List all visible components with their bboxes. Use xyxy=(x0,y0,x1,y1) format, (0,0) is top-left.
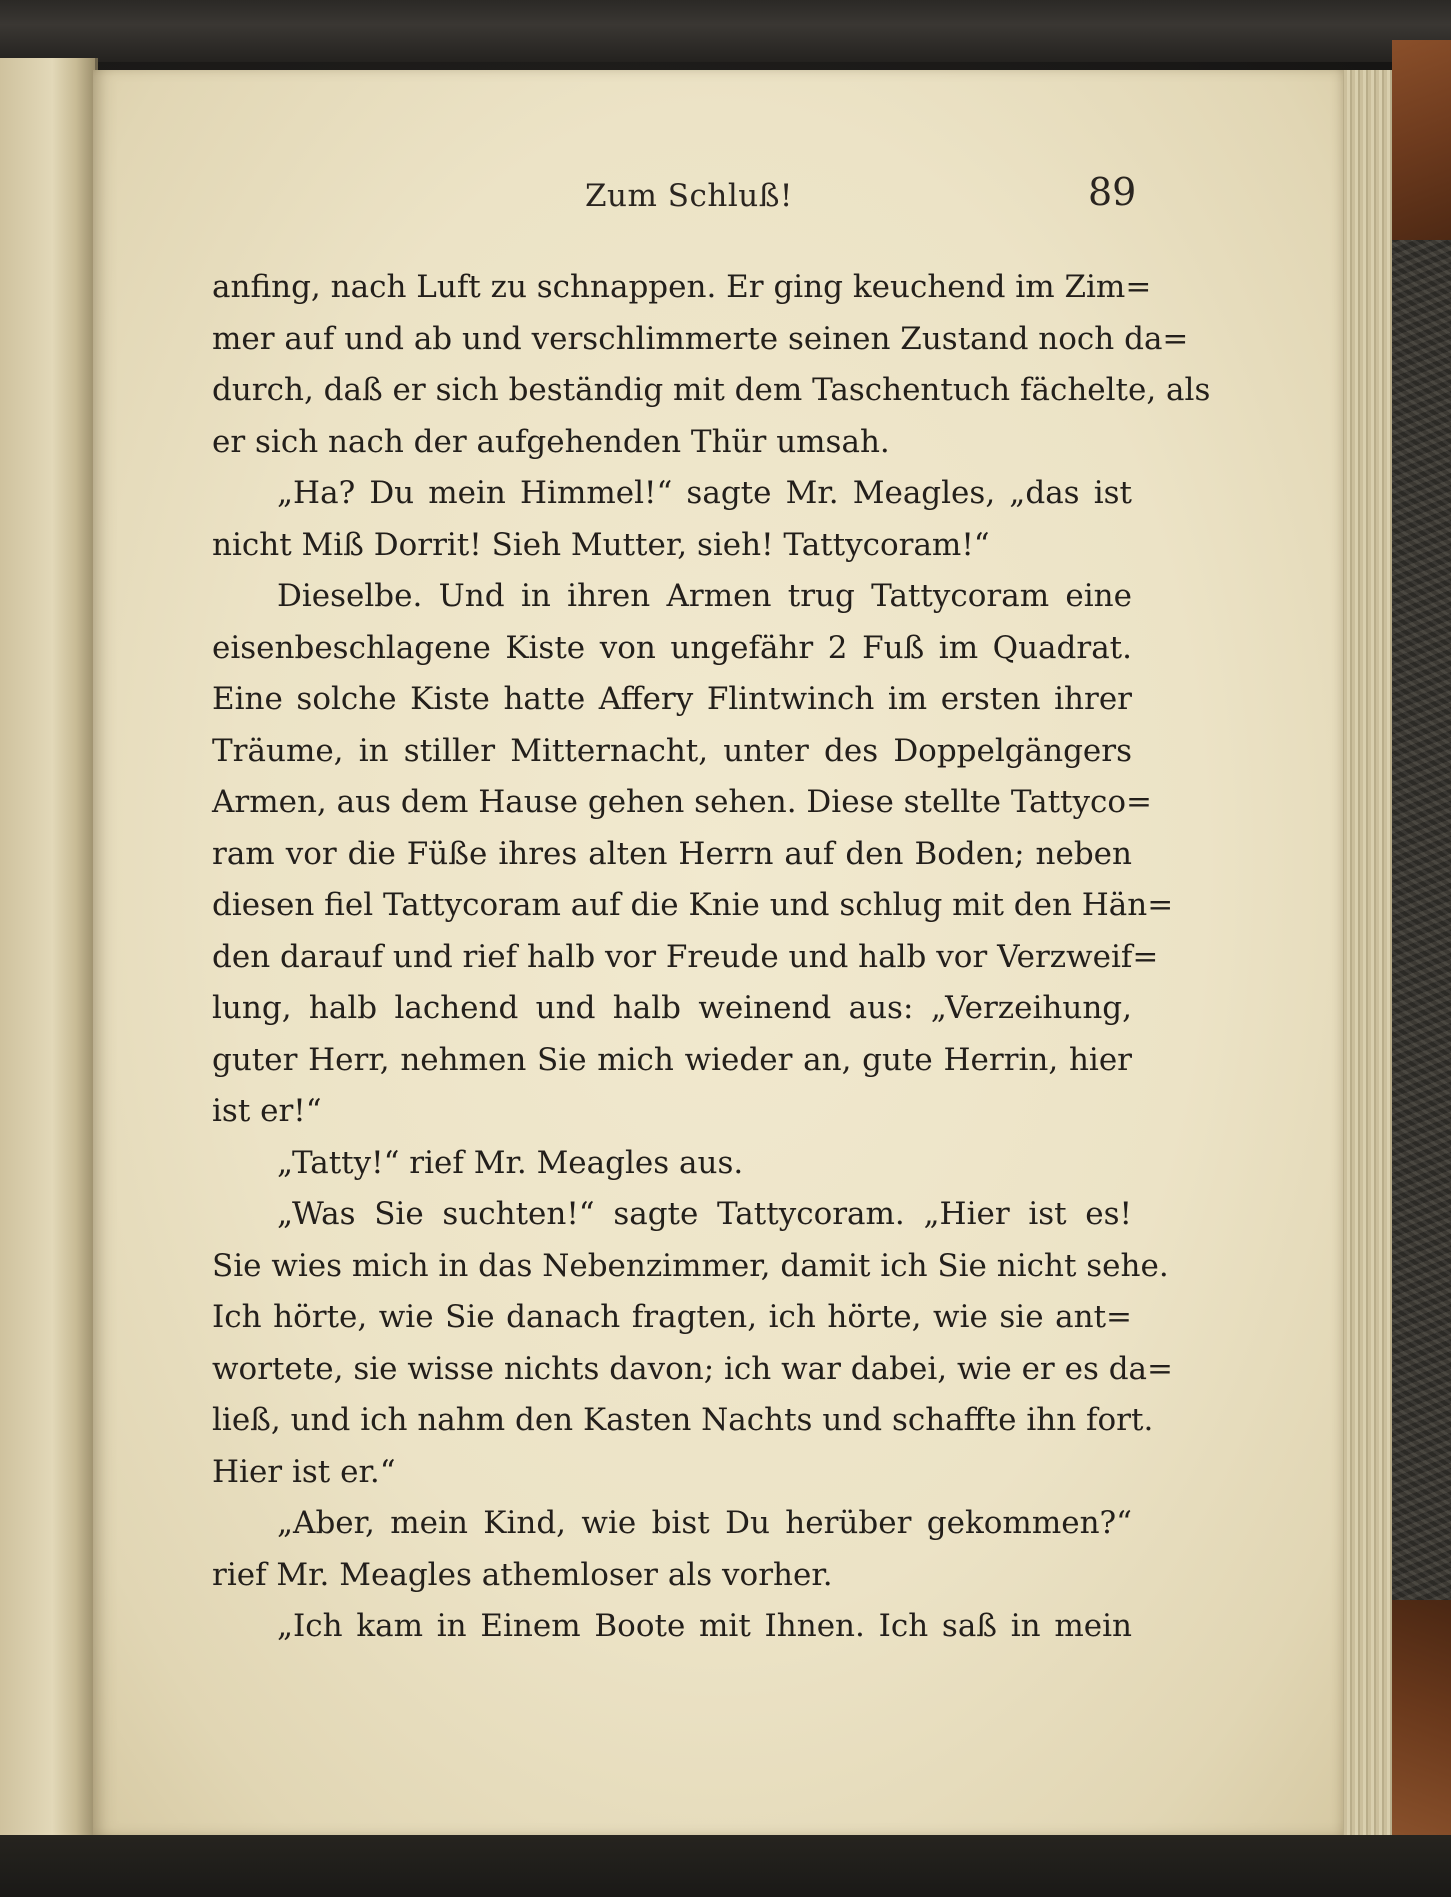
text-line: er sich nach der aufgehenden Thür umsah. xyxy=(212,423,890,460)
body-text xyxy=(212,262,1211,1653)
text-line: lung, halb lachend und halb weinend aus: „Verzeihung, xyxy=(212,990,1132,1026)
text-line: „Tatty!“ rief Mr. Meagles aus. xyxy=(277,1144,744,1181)
running-title: Zum Schluß! xyxy=(585,178,793,214)
marbled-cover xyxy=(1392,220,1451,1620)
text-line: Hier ist er.“ xyxy=(212,1453,396,1490)
text-line: anfing, nach Luft zu schnappen. Er ging keuchend im Zim= xyxy=(212,269,1152,305)
text-line: „Ha? Du mein Himmel!“ sagte Mr. Meagles, „das ist xyxy=(277,475,1132,511)
text-line: ist er!“ xyxy=(212,1093,322,1129)
text-line: ram vor die Füße ihres alten Herrn auf den Boden; neben xyxy=(212,835,1132,872)
text-line: „Aber, mein Kind, wie bist Du herüber gekommen?“ xyxy=(277,1505,1132,1541)
text-line: ließ, und ich nahm den Kasten Nachts und schaffte ihn fort. xyxy=(212,1402,1154,1438)
text-line: mer auf und ab und verschlimmerte seinen Zustand noch da= xyxy=(212,320,1189,357)
text-line: den darauf und rief halb vor Freude und halb vor Verzweif= xyxy=(212,938,1159,975)
leather-corner-bottom xyxy=(1392,1600,1451,1850)
page-header xyxy=(0,168,1451,228)
text-line: Dieselbe. Und in ihren Armen trug Tattycoram eine xyxy=(277,578,1132,614)
text-line: Eine solche Kiste hatte Affery Flintwinch im ersten ihrer xyxy=(212,681,1132,717)
previous-page-edge xyxy=(0,58,98,1838)
text-line: Ich hörte, wie Sie danach fragten, ich hörte, wie sie ant= xyxy=(212,1299,1132,1335)
cover-board-top xyxy=(0,0,1451,62)
text-line: „Ich kam in Einem Boote mit Ihnen. Ich saß in mein xyxy=(277,1608,1132,1644)
text-line: rief Mr. Meagles athemloser als vorher. xyxy=(212,1556,833,1593)
text-line: durch, daß er sich beständig mit dem Taschentuch fächelte, als xyxy=(212,372,1211,408)
text-line: guter Herr, nehmen Sie mich wieder an, gute Herrin, hier xyxy=(212,1041,1132,1078)
page-number: 89 xyxy=(1088,170,1137,214)
text-line: Träume, in stiller Mitternacht, unter des Doppelgängers xyxy=(212,732,1132,769)
text-line: eisenbeschlagene Kiste von ungefähr 2 Fuß im Quadrat. xyxy=(212,629,1132,666)
page-edges xyxy=(1338,70,1399,1840)
text-line: nicht Miß Dorrit! Sieh Mutter, sieh! Tattycoram!“ xyxy=(212,526,990,563)
cover-board-bottom xyxy=(0,1835,1451,1897)
text-line: diesen fiel Tattycoram auf die Knie und schlug mit den Hän= xyxy=(212,887,1174,923)
text-line: „Was Sie suchten!“ sagte Tattycoram. „Hier ist es! xyxy=(277,1196,1132,1232)
text-line: wortete, sie wisse nichts davon; ich war dabei, wie er es da= xyxy=(212,1350,1174,1387)
text-line: Armen, aus dem Hause gehen sehen. Diese stellte Tattyco= xyxy=(212,784,1153,820)
text-line: Sie wies mich in das Nebenzimmer, damit ich Sie nicht sehe. xyxy=(212,1247,1169,1284)
